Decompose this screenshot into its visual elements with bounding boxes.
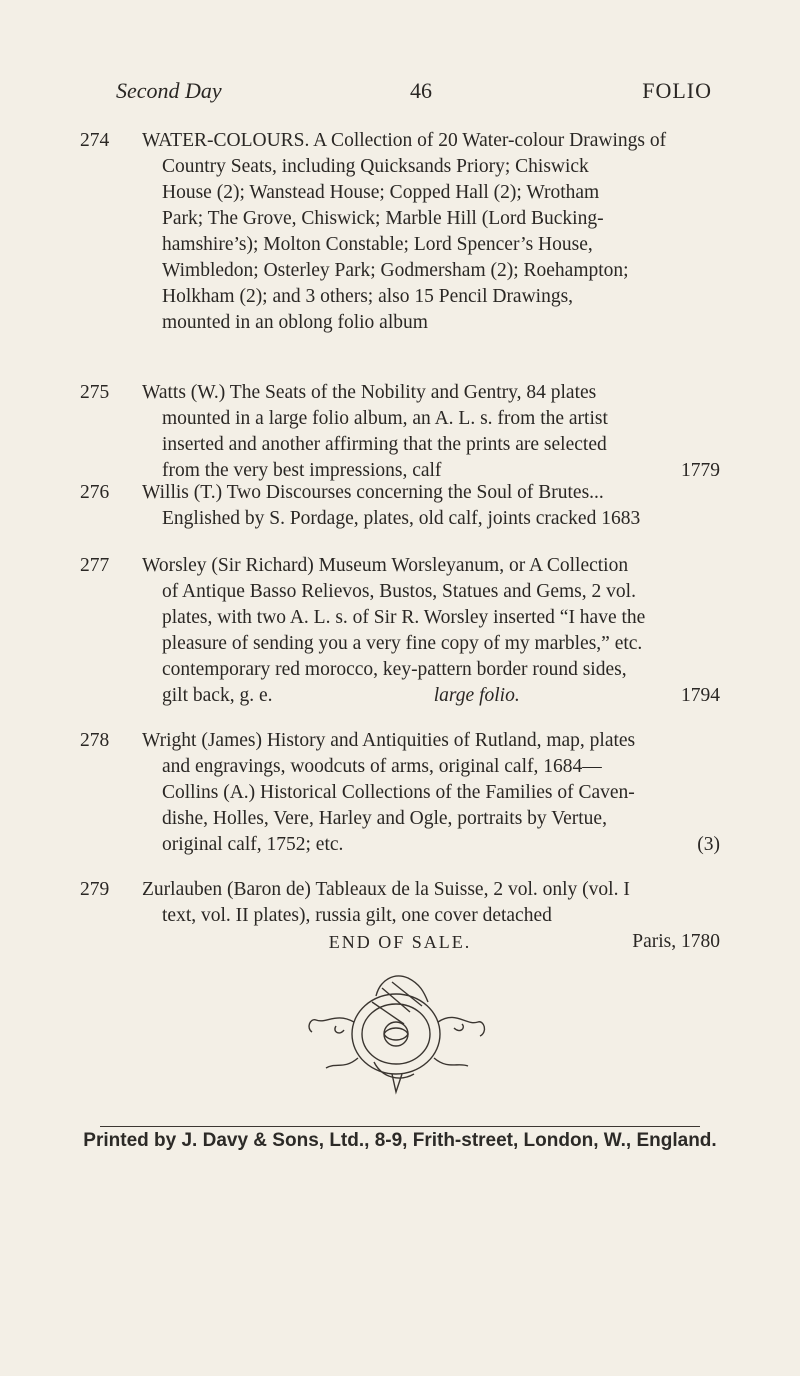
lot-number: 276 xyxy=(80,482,110,503)
lot-date: (3) xyxy=(697,834,720,855)
lot-number: 274 xyxy=(80,130,110,151)
lot-line-text: original calf, 1752; etc. xyxy=(162,834,344,855)
lot-line xyxy=(142,128,720,154)
lot-line xyxy=(142,232,720,258)
end-of-sale: END OF SALE. xyxy=(328,932,472,952)
lot-line-text: Willis (T.) Two Discourses concerning the Soul of Brutes... xyxy=(142,482,604,503)
lot-line xyxy=(142,380,720,406)
lot-entry xyxy=(80,553,720,709)
lot-line-text: Watts (W.) The Seats of the Nobility and Gentry, 84 plates xyxy=(142,382,597,403)
lot-line xyxy=(142,631,720,657)
lot-line xyxy=(142,903,720,929)
lot-line xyxy=(142,683,720,709)
footer-rule xyxy=(100,1126,700,1127)
lot-line-text: mounted in a large folio album, an A. L. s. from the artist xyxy=(162,408,608,429)
lot-entry xyxy=(80,728,720,858)
lot-line-text: Park; The Grove, Chiswick; Marble Hill (Lord Bucking- xyxy=(162,208,604,229)
lot-entry xyxy=(80,480,720,532)
lot-description xyxy=(142,380,720,484)
lot-line xyxy=(142,506,720,532)
lot-line xyxy=(142,206,720,232)
printer-imprint: Printed by J. Davy & Sons, Ltd., 8-9, Frith-street, London, W., England. xyxy=(83,1130,717,1151)
lot-date: 1779 xyxy=(681,460,720,481)
header-format: FOLIO xyxy=(642,78,712,103)
lot-line xyxy=(142,180,720,206)
lot-line-text: contemporary red morocco, key-pattern border round sides, xyxy=(162,659,627,680)
lot-line xyxy=(142,432,720,458)
lot-line-text: inserted and another affirming that the prints are selected xyxy=(162,434,607,455)
lot-number: 275 xyxy=(80,382,110,403)
lot-line-text: Holkham (2); and 3 others; also 15 Pencil Drawings, xyxy=(162,286,574,307)
lot-line xyxy=(142,832,720,858)
lot-description xyxy=(142,553,720,709)
lot-description xyxy=(142,128,720,336)
page-header xyxy=(116,72,712,112)
lot-date: 1794 xyxy=(680,685,720,706)
lot-line xyxy=(142,657,720,683)
lot-line xyxy=(142,310,720,336)
lot-date: Paris, 1780 xyxy=(632,931,720,952)
ornament-vignette xyxy=(296,962,496,1102)
lot-line-text: text, vol. II plates), russia gilt, one cover detached xyxy=(162,905,552,926)
lot-line-text: hamshire’s); Molton Constable; Lord Spencer’s House, xyxy=(162,234,593,255)
lot-line-text: Wright (James) History and Antiquities of Rutland, map, plates xyxy=(142,730,636,751)
lot-line xyxy=(142,877,720,903)
lot-line-text: House (2); Wanstead House; Copped Hall (2); Wrotham xyxy=(162,182,600,203)
lot-line xyxy=(142,480,720,506)
lot-line xyxy=(142,258,720,284)
lot-line-text: of Antique Basso Relievos, Bustos, Statues and Gems, 2 vol. xyxy=(162,581,636,602)
lot-line xyxy=(142,754,720,780)
lot-number: 279 xyxy=(80,879,110,900)
lot-line xyxy=(142,605,720,631)
lot-line-text: dishe, Holles, Vere, Harley and Ogle, portraits by Vertue, xyxy=(162,808,607,829)
lot-entry xyxy=(80,128,720,336)
page-number: 46 xyxy=(410,78,432,103)
lot-line-text: mounted in an oblong folio album xyxy=(162,312,428,333)
lot-line-text: Wimbledon; Osterley Park; Godmersham (2); Roehampton; xyxy=(162,260,629,281)
lot-line xyxy=(142,154,720,180)
lot-description xyxy=(142,480,720,532)
lot-line-text: WATER-COLOURS. A Collection of 20 Water-colour Drawings of xyxy=(142,130,667,151)
lot-line-text: pleasure of sending you a very fine copy of my marbles,” etc. xyxy=(162,633,643,654)
lot-line-text: from the very best impressions, calf xyxy=(162,460,442,481)
header-day: Second Day xyxy=(116,78,222,103)
lot-description xyxy=(142,728,720,858)
lot-line-text: Worsley (Sir Richard) Museum Worsleyanum, or A Collection xyxy=(142,555,629,576)
lot-line xyxy=(142,406,720,432)
lot-line-text: gilt back, g. e. xyxy=(162,685,273,706)
lot-line xyxy=(142,806,720,832)
lot-entry xyxy=(80,380,720,484)
lot-line xyxy=(142,579,720,605)
lot-format: large folio. xyxy=(433,685,520,706)
lot-line-text: Zurlauben (Baron de) Tableaux de la Suisse, 2 vol. only (vol. I xyxy=(142,879,630,900)
lot-line xyxy=(142,780,720,806)
lot-line-text: Englished by S. Pordage, plates, old calf, joints cracked 1683 xyxy=(162,508,641,529)
lot-line xyxy=(142,284,720,310)
lot-line-text: and engravings, woodcuts of arms, original calf, 1684— xyxy=(162,756,602,777)
lot-line xyxy=(142,553,720,579)
lot-number: 278 xyxy=(80,730,110,751)
lot-number: 277 xyxy=(80,555,110,576)
lot-line-text: Country Seats, including Quicksands Priory; Chiswick xyxy=(162,156,589,177)
lot-line-text: Collins (A.) Historical Collections of the Families of Caven- xyxy=(162,782,635,803)
lot-line xyxy=(142,728,720,754)
lot-line-text: plates, with two A. L. s. of Sir R. Worsley inserted “I have the xyxy=(162,607,646,628)
